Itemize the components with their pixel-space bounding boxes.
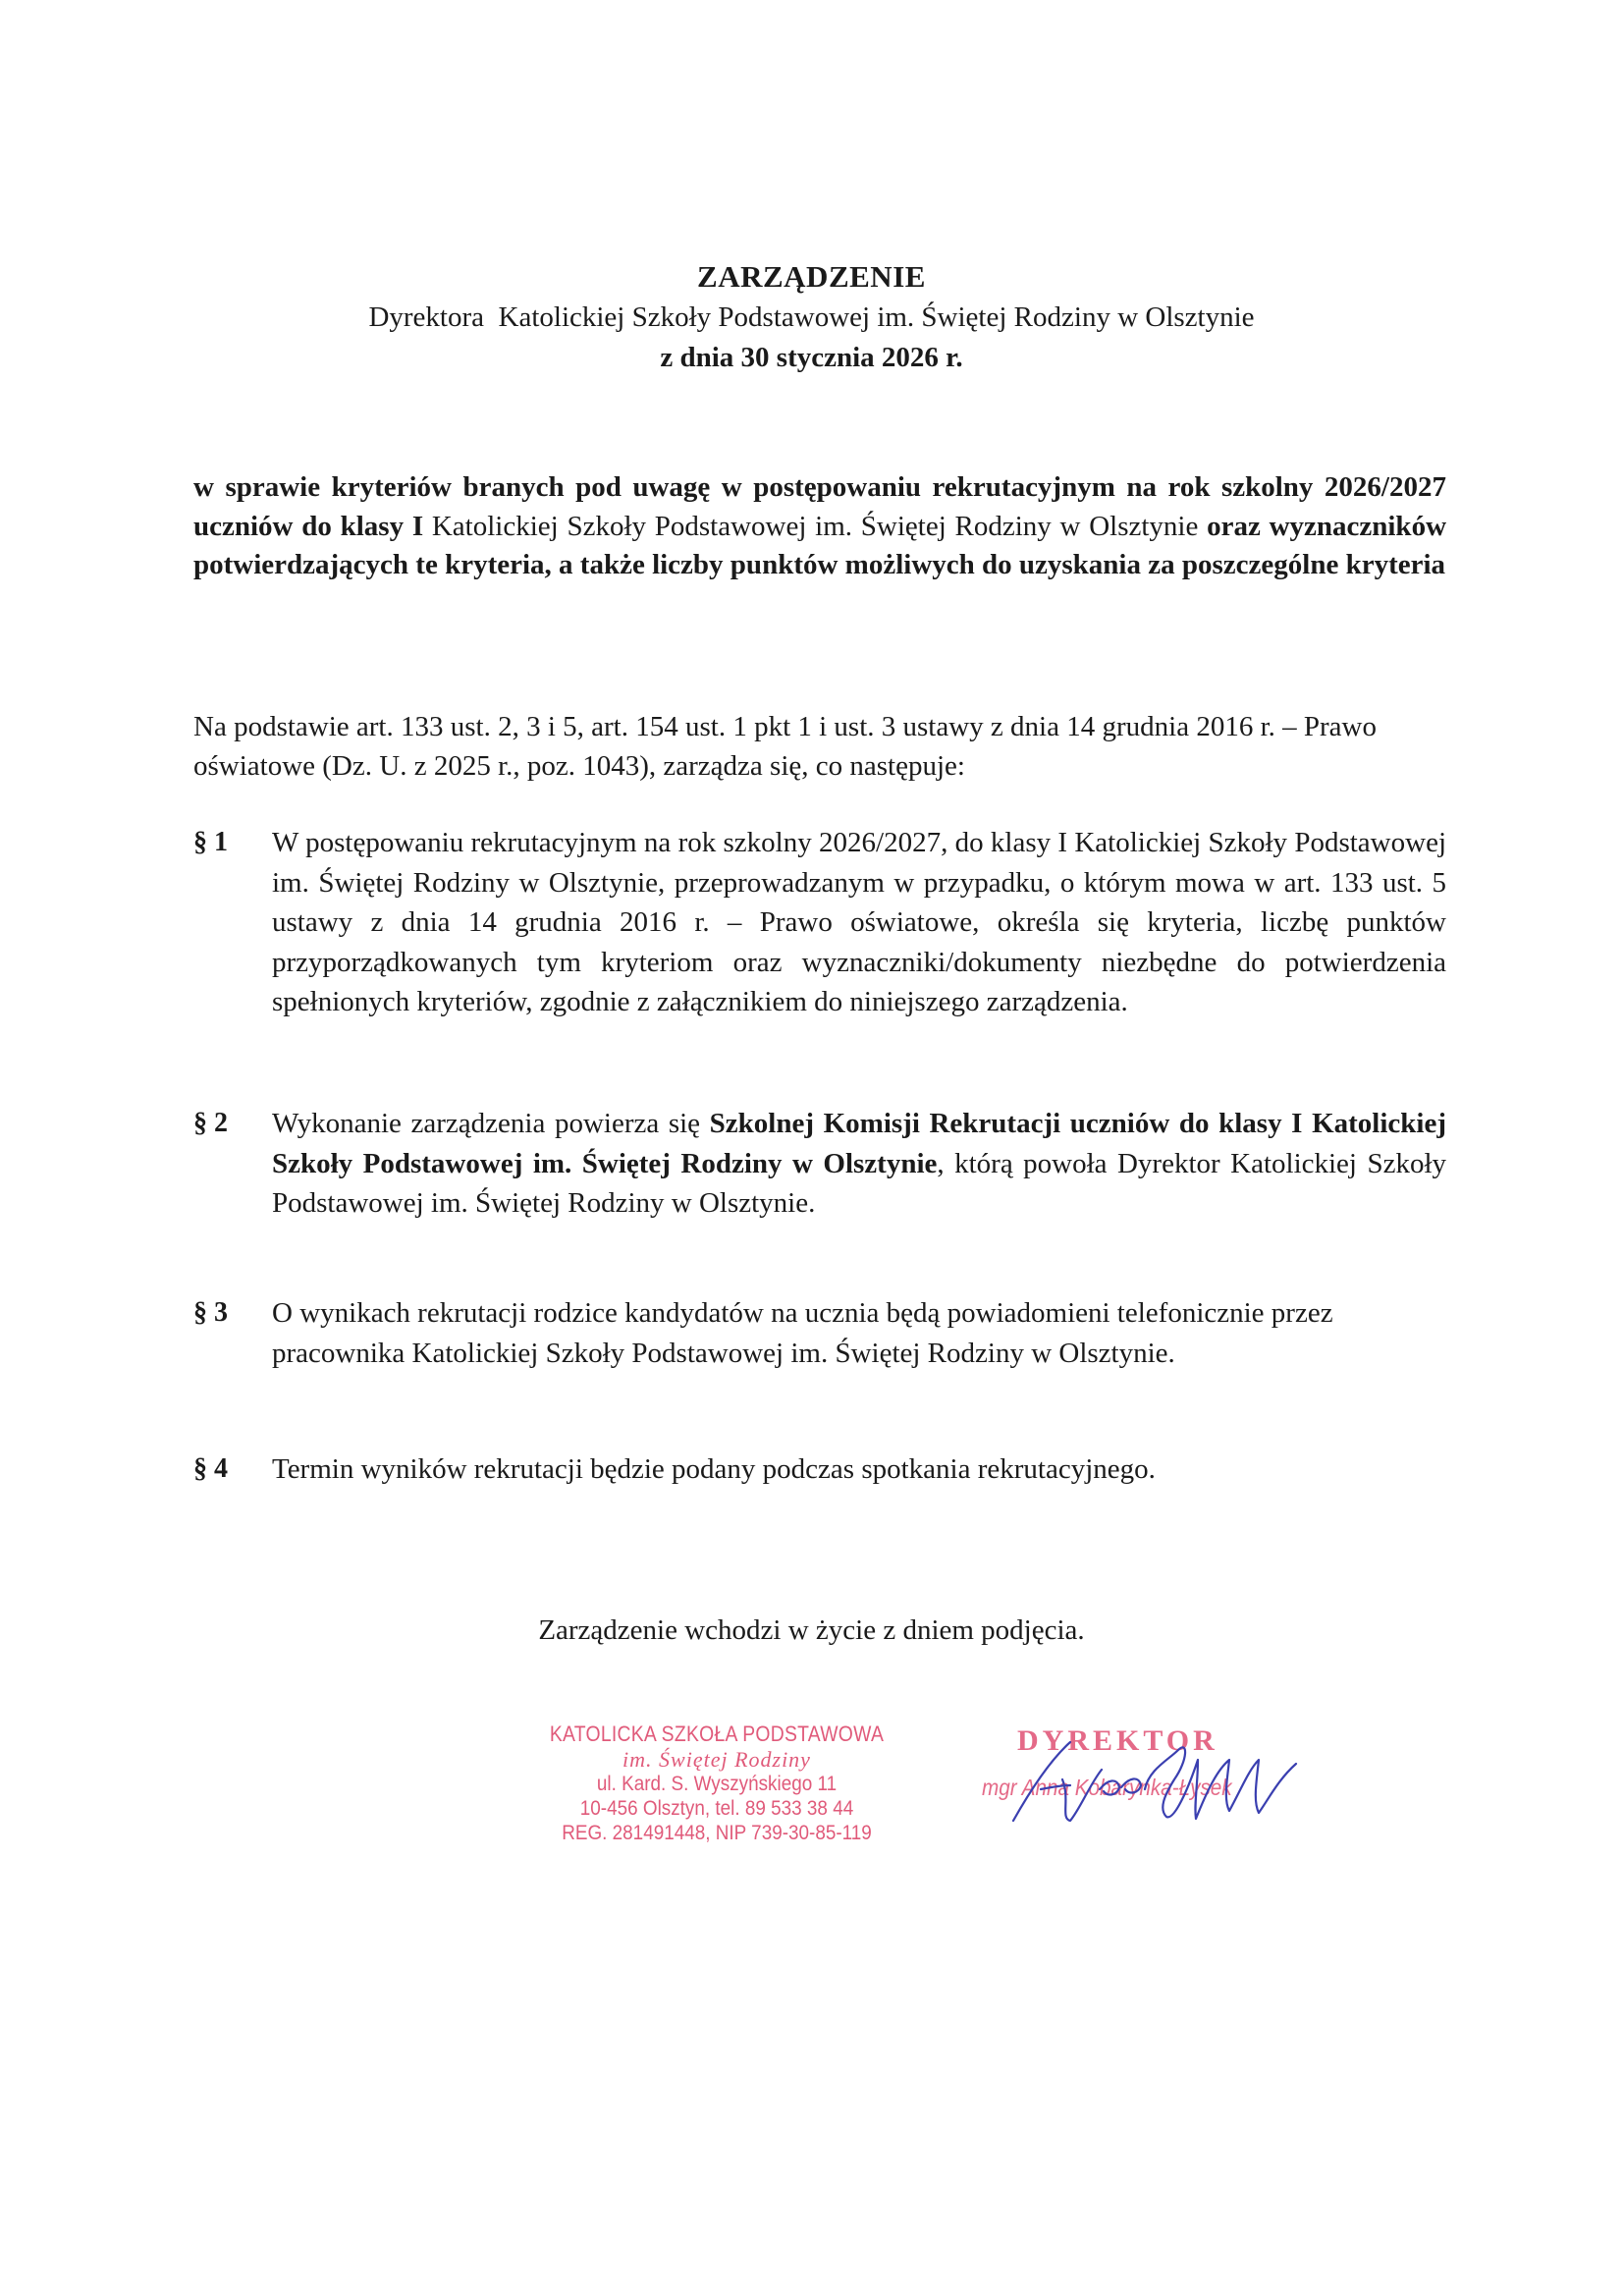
director-role: DYREKTOR xyxy=(1017,1724,1218,1757)
signature-stroke xyxy=(1013,1742,1296,1821)
paragraph-text xyxy=(272,1104,1446,1224)
stamp-line-address: ul. Kard. S. Wyszyńskiego 11 xyxy=(596,1773,838,1795)
paragraph-number: § 2 xyxy=(193,1108,228,1138)
document-date: z dnia 30 stycznia 2026 r. xyxy=(660,342,963,373)
paragraph-text: W postępowaniu rekrutacyjnym na rok szkolny 2026/2027, do klasy I Katolickiej Szkoły Podstawowej im. Świętej Rodziny w Olsztynie, przeprowadzanym w przypadku, o którym mowa w art. 133 ust. 5 ustawy z dnia 14 grudnia 2016 r. – Prawo oświatowe, określa się kryteria, liczbę punktów przyporządkowanych tym kryteriom oraz wyznaczniki/dokumenty niezbędne do potwierdzenia spełnionych kryteriów, zgodnie z załącznikiem do niniejszego zarządzenia. xyxy=(272,827,1446,1017)
paragraph-number: § 3 xyxy=(193,1297,228,1328)
stamp-line-city-phone: 10-456 Olsztyn, tel. 89 533 38 44 xyxy=(579,1797,854,1820)
document-title: ZARZĄDZENIE xyxy=(697,259,926,294)
document-subject xyxy=(193,468,1446,585)
stamp-line-school-name: KATOLICKA SZKOŁA PODSTAWOWA xyxy=(549,1722,885,1746)
stamp-line-patron: im. Świętej Rodziny xyxy=(622,1747,811,1772)
paragraph-number: § 4 xyxy=(193,1453,228,1484)
paragraph-4 xyxy=(193,1449,1446,1490)
subject-bold-part-2: oraz wyznaczników potwierdzających te kryteria, a także liczby punktów możliwych do uzyskania za poszczególne kryteria xyxy=(193,510,1447,580)
director-name: mgr Anna Kobarynka-Łysek xyxy=(982,1775,1232,1800)
document-header xyxy=(0,257,1623,377)
paragraph-text-bold: Szkolnej Komisji Rekrutacji uczniów do klasy I Katolickiej Szkoły Podstawowej im. Świętej Rodziny w Olsztynie xyxy=(272,1108,1446,1179)
paragraph-text-after: , którą powoła Dyrektor Katolickiej Szkoły Podstawowej im. Świętej Rodziny w Olsztynie. xyxy=(272,1147,1447,1219)
document-issuer: Dyrektora Katolickiej Szkoły Podstawowej im. Świętej Rodziny w Olsztynie xyxy=(368,301,1255,333)
stamp-line-reg-nip: REG. 281491448, NIP 739-30-85-119 xyxy=(562,1822,872,1844)
paragraph-number: § 1 xyxy=(193,827,228,857)
subject-bold-part-1: w sprawie kryteriów branych pod uwagę w postępowaniu rekrutacyjnym na rok szkolny 2026/2027 uczniów do klasy I xyxy=(193,471,1446,542)
paragraph-text-before: Wykonanie zarządzenia powierza się xyxy=(272,1108,710,1139)
closing-statement: Zarządzenie wchodzi w życie z dniem podjęcia. xyxy=(538,1614,1085,1646)
paragraph-3 xyxy=(193,1293,1446,1373)
school-stamp xyxy=(511,1721,923,1845)
subject-regular-part: Katolickiej Szkoły Podstawowej im. Świętej Rodziny w Olsztynie xyxy=(423,510,1208,542)
paragraph-1 xyxy=(193,823,1446,1022)
paragraph-text: O wynikach rekrutacji rodzice kandydatów na ucznia będą powiadomieni telefonicznie przez pracownika Katolickiej Szkoły Podstawowej im. Świętej Rodziny w Olsztynie. xyxy=(272,1297,1333,1369)
legal-basis: Na podstawie art. 133 ust. 2, 3 i 5, art. 154 ust. 1 pkt 1 i ust. 3 ustawy z dnia 14 grudnia 2016 r. – Prawo oświatowe (Dz. U. z 2025 r., poz. 1043), zarządza się, co następuje: xyxy=(193,711,1377,782)
handwritten-signature xyxy=(1001,1730,1316,1838)
paragraph-2 xyxy=(193,1104,1446,1224)
paragraph-text: Termin wyników rekrutacji będzie podany podczas spotkania rekrutacyjnego. xyxy=(272,1453,1156,1485)
